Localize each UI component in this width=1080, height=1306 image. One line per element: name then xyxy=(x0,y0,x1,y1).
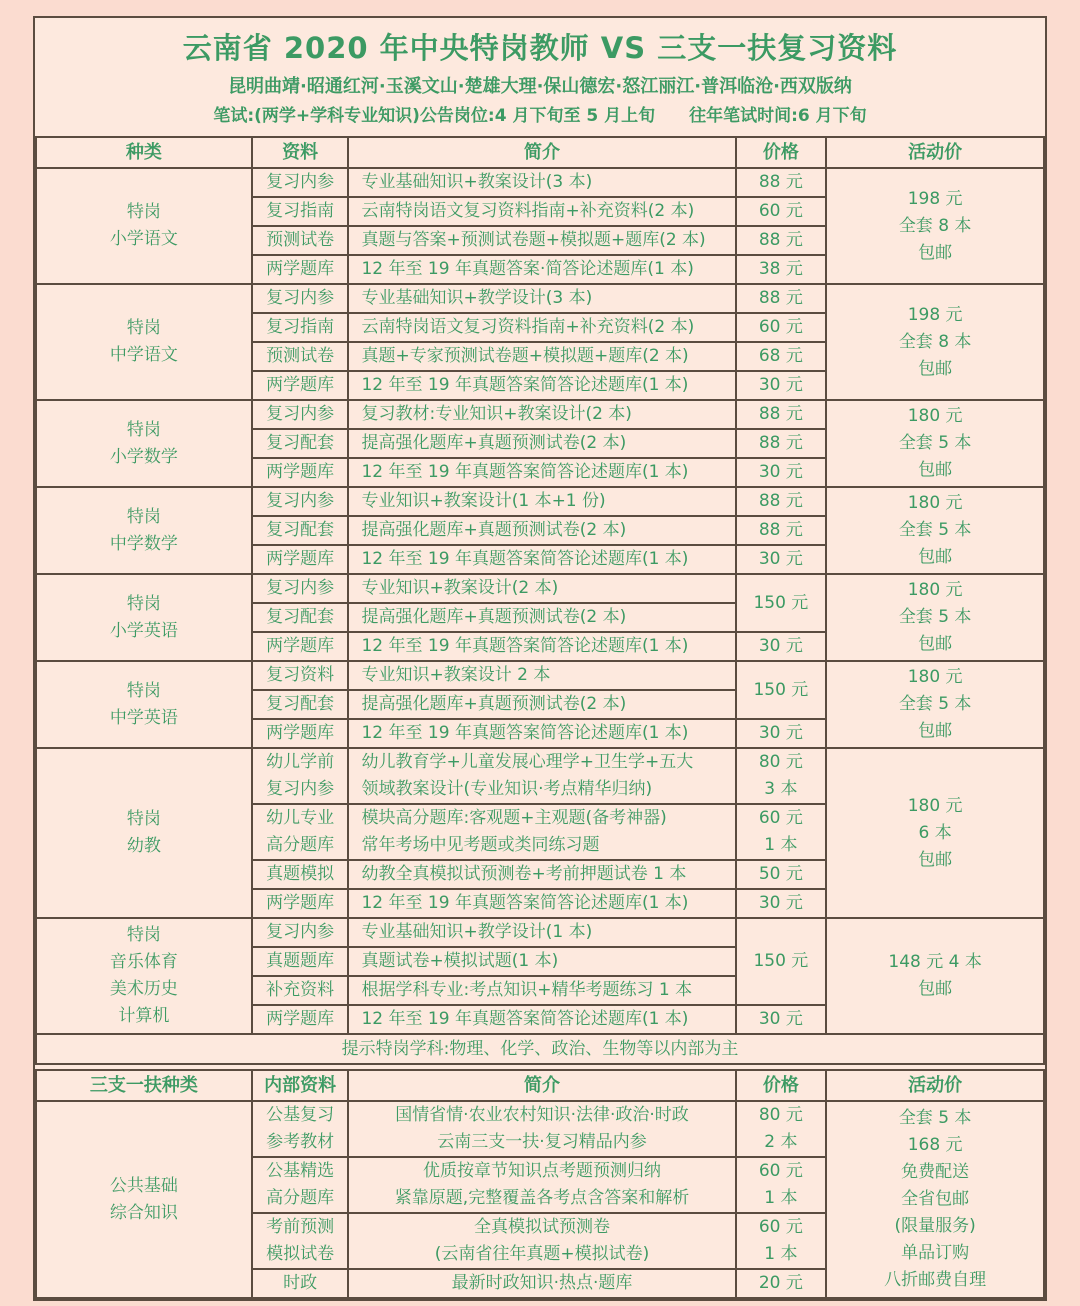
desc-cell xyxy=(348,255,735,284)
table-header-row xyxy=(36,1070,1044,1101)
desc-cell xyxy=(348,719,735,748)
cell-line: 特岗 xyxy=(126,419,161,440)
price-cell xyxy=(736,255,827,284)
cell-line: 最新时政知识·热点·题库 xyxy=(451,1273,633,1293)
material-cell xyxy=(252,603,349,632)
cell-line: 真题+专家预测试卷题+模拟题+题库(2 本) xyxy=(361,346,689,366)
cell-line: 全省包邮 xyxy=(901,1189,970,1209)
category-cell xyxy=(36,400,252,487)
table-row xyxy=(36,748,1044,804)
cell-line: 专业基础知识+教学设计(1 本) xyxy=(361,922,593,942)
flyer-frame xyxy=(33,16,1047,1301)
cell-line: 小学语文 xyxy=(109,229,178,249)
price-cell xyxy=(736,168,827,197)
cell-line: 全套 5 本 xyxy=(898,607,972,627)
title-block xyxy=(35,18,1045,136)
cell-line: 高分题库 xyxy=(266,835,335,855)
cell-line: 30 元 xyxy=(758,549,803,569)
table-row xyxy=(36,574,1044,603)
material-cell xyxy=(252,197,349,226)
column-header-description: 简介 xyxy=(348,1070,735,1101)
cell-line: 60 元 xyxy=(758,201,803,221)
cell-line: 复习内参 xyxy=(266,779,335,799)
cell-line: 全真模拟试预测卷 xyxy=(474,1217,610,1237)
material-cell xyxy=(252,719,349,748)
cell-line: 12 年至 19 年真题答案简答论述题库(1 本) xyxy=(361,636,689,656)
desc-cell xyxy=(348,661,735,690)
price-cell xyxy=(736,284,827,313)
cell-line: 特岗 xyxy=(126,593,161,614)
cell-line: 根据学科专业:考点知识+精华考题练习 1 本 xyxy=(361,980,693,1000)
desc-cell xyxy=(348,1101,735,1157)
table-row xyxy=(36,284,1044,313)
cell-line: 60 元 xyxy=(758,808,803,828)
cell-line: 20 元 xyxy=(758,1273,803,1293)
cell-line: 12 年至 19 年真题答案简答论述题库(1 本) xyxy=(361,1009,689,1029)
cell-line: 真题题库 xyxy=(266,951,335,971)
cell-line: 预测试卷 xyxy=(266,230,335,250)
cell-line: 30 元 xyxy=(758,375,803,395)
material-cell xyxy=(252,516,349,545)
desc-cell xyxy=(348,168,735,197)
cell-line: 包邮 xyxy=(918,547,953,567)
cell-line: 美术历史 xyxy=(109,979,178,999)
cell-line: 两学题库 xyxy=(266,375,335,395)
desc-cell xyxy=(348,400,735,429)
cell-line: 专业基础知识+教案设计(3 本) xyxy=(361,172,593,192)
material-cell xyxy=(252,545,349,574)
cell-line: 补充资料 xyxy=(266,980,335,1000)
desc-cell xyxy=(348,860,735,889)
desc-cell xyxy=(348,1005,735,1034)
cell-line: 复习内参 xyxy=(266,491,335,511)
cell-line: 免费配送 xyxy=(901,1162,970,1182)
category-cell xyxy=(36,574,252,661)
desc-cell xyxy=(348,342,735,371)
column-header-material: 资料 xyxy=(252,137,349,168)
price-cell xyxy=(736,918,827,1005)
cell-line: (限量服务) xyxy=(894,1216,976,1236)
cell-line: 1 本 xyxy=(764,835,798,855)
cell-line: 领域教案设计(专业知识·考点精华归纳) xyxy=(361,779,653,799)
desc-cell xyxy=(348,545,735,574)
material-cell xyxy=(252,1101,349,1157)
cell-line: 两学题库 xyxy=(266,1009,335,1029)
desc-cell xyxy=(348,197,735,226)
desc-cell xyxy=(348,918,735,947)
activity-price-cell xyxy=(826,574,1044,661)
price-cell xyxy=(736,1269,827,1298)
cell-line: 80 元 xyxy=(758,752,803,772)
cell-line: 高分题库 xyxy=(266,1188,335,1208)
cell-line: 真题模拟 xyxy=(266,864,335,884)
cell-line: 180 元 xyxy=(907,580,963,600)
cell-line: 中学数学 xyxy=(109,533,178,554)
activity-price-cell xyxy=(826,487,1044,574)
cell-line: 特岗 xyxy=(126,809,161,829)
desc-cell xyxy=(348,804,735,860)
cell-line: 复习资料 xyxy=(266,665,335,685)
cell-line: 计算机 xyxy=(118,1006,170,1026)
cell-line: 12 年至 19 年真题答案简答论述题库(1 本) xyxy=(361,462,689,482)
cell-line: 88 元 xyxy=(758,288,803,308)
desc-cell xyxy=(348,516,735,545)
cell-line: 包邮 xyxy=(918,358,953,379)
activity-price-cell xyxy=(826,400,1044,487)
desc-cell xyxy=(348,226,735,255)
cell-line: 包邮 xyxy=(918,460,953,480)
cell-line: 提高强化题库+真题预测试卷(2 本) xyxy=(361,694,627,714)
column-header-price: 价格 xyxy=(736,137,827,168)
cell-line: 两学题库 xyxy=(266,462,335,482)
cell-line: 两学题库 xyxy=(266,549,335,569)
price-cell xyxy=(736,371,827,400)
cell-line: 复习内参 xyxy=(266,578,335,598)
cell-line: 30 元 xyxy=(758,893,803,913)
cell-line: 150 元 xyxy=(753,592,809,613)
column-header-material: 内部资料 xyxy=(252,1070,349,1101)
cell-line: 50 元 xyxy=(758,864,803,884)
desc-cell xyxy=(348,284,735,313)
note-row xyxy=(36,1034,1044,1064)
activity-price-cell xyxy=(826,168,1044,284)
material-cell xyxy=(252,487,349,516)
material-cell xyxy=(252,976,349,1005)
cell-line: 6 本 xyxy=(918,822,952,843)
cell-line: 148 元 4 本 xyxy=(888,952,982,972)
material-cell xyxy=(252,804,349,860)
cell-line: 88 元 xyxy=(758,491,803,511)
table-header-row xyxy=(36,137,1044,168)
cell-line: 复习内参 xyxy=(266,172,335,192)
cell-line: 提高强化题库+真题预测试卷(2 本) xyxy=(361,433,627,453)
price-cell xyxy=(736,226,827,255)
cell-line: 1 本 xyxy=(764,1244,798,1264)
column-header-category: 三支一扶种类 xyxy=(36,1070,252,1101)
price-cell xyxy=(736,719,827,748)
cell-line: 全套 5 本 xyxy=(898,433,972,453)
desc-cell xyxy=(348,574,735,603)
note-cell xyxy=(36,1034,1044,1064)
desc-cell xyxy=(348,889,735,918)
cell-line: 12 年至 19 年真题答案简答论述题库(1 本) xyxy=(361,375,689,395)
price-cell xyxy=(736,545,827,574)
price-cell xyxy=(736,632,827,661)
cell-line: 30 元 xyxy=(758,723,803,743)
cell-line: 特岗 xyxy=(126,506,161,527)
cell-line: 专业知识+教案设计 2 本 xyxy=(361,665,551,685)
material-cell xyxy=(252,429,349,458)
cell-line: 专业知识+教案设计(2 本) xyxy=(361,578,559,598)
cell-line: 12 年至 19 年真题答案简答论述题库(1 本) xyxy=(361,893,689,913)
desc-cell xyxy=(348,632,735,661)
cell-line: 12 年至 19 年真题答案简答论述题库(1 本) xyxy=(361,549,689,569)
material-cell xyxy=(252,690,349,719)
cell-line: 198 元 xyxy=(907,304,963,325)
table-row xyxy=(36,918,1044,947)
cell-line: 专业知识+教案设计(1 本+1 份) xyxy=(361,491,606,511)
cell-line: 88 元 xyxy=(758,404,803,424)
regions-subtitle: 昆明曲靖·昭通红河·玉溪文山·楚雄大理·保山德宏·怒江丽江·普洱临沧·西双版纳 xyxy=(228,76,852,97)
cell-line: 12 年至 19 年真题答案简答论述题库(1 本) xyxy=(361,723,689,743)
column-header-category: 种类 xyxy=(36,137,252,168)
cell-line: 全套 5 本 xyxy=(898,694,972,714)
material-cell xyxy=(252,284,349,313)
activity-price-cell xyxy=(826,1101,1044,1298)
price-cell xyxy=(736,661,827,719)
exam-info-subtitle: 笔试:(两学+学科专业知识)公告岗位:4 月下旬至 5 月上旬 往年笔试时间:6 月下旬 xyxy=(213,106,867,126)
cell-line: 60 元 xyxy=(758,1161,803,1181)
material-cell xyxy=(252,1269,349,1298)
cell-line: 包邮 xyxy=(918,979,953,999)
cell-line: 幼儿学前 xyxy=(266,752,335,772)
price-cell xyxy=(736,574,827,632)
cell-line: 复习指南 xyxy=(266,201,335,221)
price-cell xyxy=(736,400,827,429)
cell-line: 88 元 xyxy=(758,433,803,453)
cell-line: 提高强化题库+真题预测试卷(2 本) xyxy=(361,607,627,627)
page-title: 云南省 2020 年中央特岗教师 VS 三支一扶复习资料 xyxy=(182,31,898,65)
cell-line: 小学数学 xyxy=(109,446,178,467)
table-row xyxy=(36,168,1044,197)
cell-line: 国情省情·农业农村知识·法律·政治·时政 xyxy=(395,1105,689,1125)
cell-line: 提示特岗学科:物理、化学、政治、生物等以内部为主 xyxy=(341,1038,739,1059)
cell-line: 幼教 xyxy=(126,836,161,856)
cell-line: 单品订购 xyxy=(901,1243,970,1263)
desc-cell xyxy=(348,748,735,804)
material-cell xyxy=(252,748,349,804)
cell-line: 预测试卷 xyxy=(266,346,335,366)
category-cell xyxy=(36,168,252,284)
cell-line: 音乐体育 xyxy=(109,952,178,972)
price-cell xyxy=(736,1213,827,1269)
cell-line: 180 元 xyxy=(907,667,963,687)
desc-cell xyxy=(348,690,735,719)
cell-line: 两学题库 xyxy=(266,259,335,279)
material-cell xyxy=(252,168,349,197)
material-cell xyxy=(252,1157,349,1213)
cell-line: 常年考场中见考题或类同练习题 xyxy=(361,835,600,855)
cell-line: 1 本 xyxy=(764,1188,798,1208)
column-header-activity-price: 活动价 xyxy=(826,137,1044,168)
price-cell xyxy=(736,748,827,804)
material-cell xyxy=(252,1213,349,1269)
cell-line: 30 元 xyxy=(758,1009,803,1029)
cell-line: 模块高分题库:客观题+主观题(备考神器) xyxy=(361,808,667,828)
cell-line: 180 元 xyxy=(907,406,963,426)
cell-line: 168 元 xyxy=(907,1135,963,1155)
material-cell xyxy=(252,632,349,661)
cell-line: 公基精选 xyxy=(266,1161,335,1181)
material-cell xyxy=(252,1005,349,1034)
material-cell xyxy=(252,860,349,889)
cell-line: 两学题库 xyxy=(266,723,335,743)
cell-line: 180 元 xyxy=(907,493,963,513)
table-row xyxy=(36,487,1044,516)
cell-line: 复习配套 xyxy=(266,520,335,540)
cell-line: 198 元 xyxy=(907,188,963,209)
cell-line: 中学英语 xyxy=(109,707,178,728)
table-row xyxy=(36,400,1044,429)
cell-line: 全套 5 本 xyxy=(898,520,972,540)
cell-line: 3 本 xyxy=(764,779,798,799)
cell-line: 综合知识 xyxy=(109,1202,178,1223)
category-cell xyxy=(36,284,252,400)
cell-line: 复习内参 xyxy=(266,288,335,308)
price-cell xyxy=(736,342,827,371)
cell-line: 真题试卷+模拟试题(1 本) xyxy=(361,951,559,971)
cell-line: 全套 8 本 xyxy=(898,331,972,352)
desc-cell xyxy=(348,1157,735,1213)
desc-cell xyxy=(348,976,735,1005)
desc-cell xyxy=(348,371,735,400)
cell-line: 复习配套 xyxy=(266,607,335,627)
cell-line: 云南三支一扶·复习精品内参 xyxy=(437,1132,647,1152)
cell-line: 80 元 xyxy=(758,1105,803,1125)
desc-cell xyxy=(348,313,735,342)
material-cell xyxy=(252,342,349,371)
price-cell xyxy=(736,487,827,516)
cell-line: 38 元 xyxy=(758,259,803,279)
activity-price-cell xyxy=(826,748,1044,918)
material-cell xyxy=(252,400,349,429)
category-cell xyxy=(36,661,252,748)
category-cell xyxy=(36,918,252,1034)
cell-line: 复习内参 xyxy=(266,404,335,424)
cell-line: 幼儿教育学+儿童发展心理学+卫生学+五大 xyxy=(361,752,694,772)
material-cell xyxy=(252,226,349,255)
cell-line: 复习配套 xyxy=(266,433,335,453)
cell-line: 云南特岗语文复习资料指南+补充资料(2 本) xyxy=(361,201,695,221)
activity-price-cell xyxy=(826,661,1044,748)
cell-line: 150 元 xyxy=(753,679,809,700)
cell-line: 模拟试卷 xyxy=(266,1244,335,1264)
cell-line: 包邮 xyxy=(918,721,953,741)
cell-line: 中学语文 xyxy=(109,345,178,365)
cell-line: 特岗 xyxy=(126,680,161,701)
desc-cell xyxy=(348,1213,735,1269)
price-cell xyxy=(736,1157,827,1213)
column-header-price: 价格 xyxy=(736,1070,827,1101)
cell-line: 真题与答案+预测试卷题+模拟题+题库(2 本) xyxy=(361,230,706,250)
desc-cell xyxy=(348,1269,735,1298)
material-cell xyxy=(252,458,349,487)
price-cell xyxy=(736,516,827,545)
table-row xyxy=(36,1101,1044,1157)
cell-line: 提高强化题库+真题预测试卷(2 本) xyxy=(361,520,627,540)
price-cell xyxy=(736,1005,827,1034)
cell-line: 包邮 xyxy=(918,634,953,654)
price-cell xyxy=(736,458,827,487)
column-header-description: 简介 xyxy=(348,137,735,168)
cell-line: 60 元 xyxy=(758,1217,803,1237)
cell-line: 复习配套 xyxy=(266,694,335,714)
activity-price-cell xyxy=(826,284,1044,400)
cell-line: 小学英语 xyxy=(109,620,178,641)
cell-line: 150 元 xyxy=(753,951,809,971)
cell-line: 30 元 xyxy=(758,462,803,482)
material-cell xyxy=(252,661,349,690)
cell-line: 特岗 xyxy=(126,318,161,338)
cell-line: 复习教材:专业知识+教案设计(2 本) xyxy=(361,404,632,424)
cell-line: 云南特岗语文复习资料指南+补充资料(2 本) xyxy=(361,317,695,337)
cell-line: 专业基础知识+教学设计(3 本) xyxy=(361,288,593,308)
cell-line: 幼儿专业 xyxy=(266,808,335,828)
cell-line: 特岗 xyxy=(126,202,161,222)
material-cell xyxy=(252,889,349,918)
cell-line: 复习内参 xyxy=(266,922,335,942)
material-cell xyxy=(252,947,349,976)
desc-cell xyxy=(348,429,735,458)
cell-line: 两学题库 xyxy=(266,636,335,656)
cell-line: 2 本 xyxy=(764,1132,798,1152)
cell-line: 时政 xyxy=(283,1273,318,1293)
cell-line: 参考教材 xyxy=(266,1132,335,1152)
cell-line: (云南省往年真题+模拟试卷) xyxy=(434,1244,650,1264)
cell-line: 全套 8 本 xyxy=(898,215,972,236)
price-cell xyxy=(736,313,827,342)
material-cell xyxy=(252,255,349,284)
cell-line: 两学题库 xyxy=(266,893,335,913)
category-cell xyxy=(36,1101,252,1298)
cell-line: 优质按章节知识点考题预测归纳 xyxy=(423,1161,661,1181)
cell-line: 包邮 xyxy=(918,849,953,870)
desc-cell xyxy=(348,947,735,976)
price-cell xyxy=(736,1101,827,1157)
cell-line: 88 元 xyxy=(758,520,803,540)
cell-line: 包邮 xyxy=(918,242,953,263)
desc-cell xyxy=(348,603,735,632)
sanzhiyifu-table xyxy=(35,1069,1045,1299)
cell-line: 公基复习 xyxy=(266,1105,335,1125)
cell-line: 88 元 xyxy=(758,172,803,192)
price-cell xyxy=(736,889,827,918)
material-cell xyxy=(252,371,349,400)
material-cell xyxy=(252,574,349,603)
desc-cell xyxy=(348,487,735,516)
cell-line: 八折邮费自理 xyxy=(884,1270,987,1290)
cell-line: 30 元 xyxy=(758,636,803,656)
material-cell xyxy=(252,313,349,342)
cell-line: 全套 5 本 xyxy=(898,1108,972,1128)
column-header-activity-price: 活动价 xyxy=(826,1070,1044,1101)
cell-line: 88 元 xyxy=(758,230,803,250)
cell-line: 特岗 xyxy=(126,925,161,945)
cell-line: 考前预测 xyxy=(266,1217,335,1237)
cell-line: 12 年至 19 年真题答案·简答论述题库(1 本) xyxy=(361,259,694,279)
material-cell xyxy=(252,918,349,947)
table-row xyxy=(36,661,1044,690)
activity-price-cell xyxy=(826,918,1044,1034)
price-cell xyxy=(736,804,827,860)
cell-line: 公共基础 xyxy=(109,1175,178,1196)
price-cell xyxy=(736,197,827,226)
cell-line: 68 元 xyxy=(758,346,803,366)
category-cell xyxy=(36,487,252,574)
price-cell xyxy=(736,429,827,458)
cell-line: 复习指南 xyxy=(266,317,335,337)
cell-line: 60 元 xyxy=(758,317,803,337)
cell-line: 180 元 xyxy=(907,795,963,816)
category-cell xyxy=(36,748,252,918)
tegang-table xyxy=(35,136,1045,1065)
cell-line: 幼教全真模拟试预测卷+考前押题试卷 1 本 xyxy=(361,864,687,884)
desc-cell xyxy=(348,458,735,487)
cell-line: 紧靠原题,完整覆盖各考点含答案和解析 xyxy=(394,1188,690,1208)
price-cell xyxy=(736,860,827,889)
